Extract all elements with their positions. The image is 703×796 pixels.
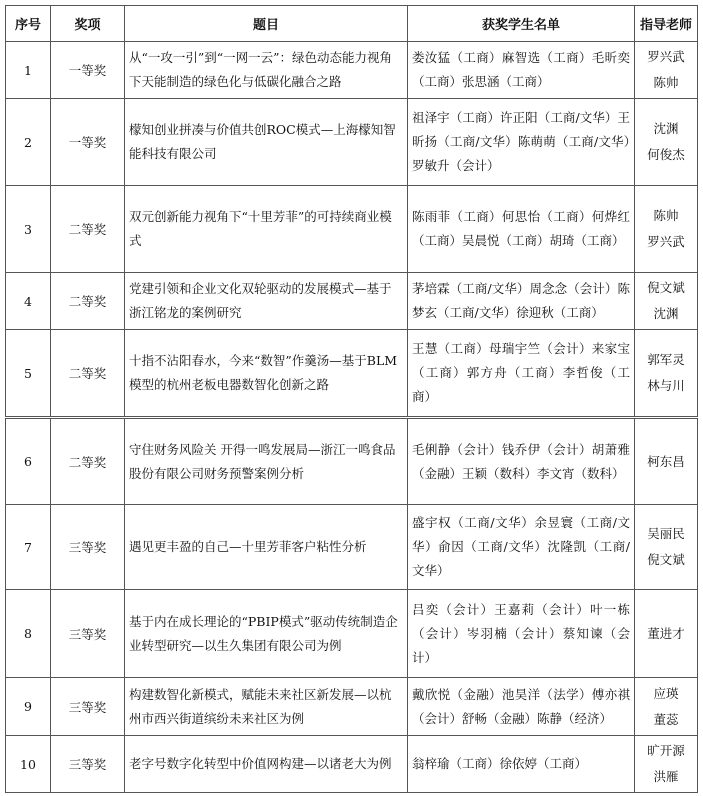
advisor-name: 柯东昌 (647, 453, 685, 469)
row-topic: 守住财务风险关 开得一鸣发展局—浙江一鸣食品股份有限公司财务预警案例分析 (125, 419, 408, 505)
advisor-name: 林与川 (647, 378, 685, 393)
table-row (6, 330, 698, 417)
table-row (6, 273, 698, 330)
advisor-name: 洪雁 (653, 769, 679, 784)
row-students: 戴欣悦（金融）池昊洋（法学）傅亦祺（会计）舒畅（金融）陈静（经济） (408, 678, 635, 736)
advisor-name: 何俊杰 (647, 147, 685, 162)
advisor-name: 陈帅 (653, 208, 679, 223)
row-students: 吕奕（会计）王嘉莉（会计）叶一栋（会计）岑羽楠（会计）蔡知谏（会计） (408, 590, 635, 678)
row-topic: 基于内在成长理论的“PBIP模式”驱动传统制造企业转型研究—以生久集团有限公司为例 (125, 590, 408, 678)
row-award: 三等奖 (51, 736, 125, 793)
row-topic: 檬知创业拼凑与价值共创ROC模式—上海檬知智能科技有限公司 (125, 99, 408, 186)
row-topic: 双元创新能力视角下“十里芳菲”的可持续商业模式 (125, 186, 408, 273)
row-number: 4 (6, 273, 51, 330)
row-students: 娄汝猛（工商）麻智选（工商）毛昕奕（工商）张思涵（工商） (408, 42, 635, 99)
row-advisors (635, 99, 698, 186)
row-advisors (635, 330, 698, 417)
row-topic: 从“一攻一引”到“一网一云”：绿色动态能力视角下天能制造的绿色化与低碳化融合之路 (125, 42, 408, 99)
row-advisors (635, 42, 698, 99)
row-number: 5 (6, 330, 51, 417)
advisor-name: 沈渊 (653, 306, 679, 321)
header-students: 获奖学生名单 (408, 6, 635, 42)
row-number: 1 (6, 42, 51, 99)
row-topic: 构建数智化新模式，赋能未来社区新发展—以杭州市西兴街道缤纷未来社区为例 (125, 678, 408, 736)
row-advisors (635, 505, 698, 590)
row-students: 祖泽宇（工商）许正阳（工商/文华）王昕扬（工商/文华）陈萌萌（工商/文华）罗敏升（会计） (408, 99, 635, 186)
row-students: 茅培霖（工商/文华）周念念（会计）陈梦玄（工商/文华）徐迎秋（工商） (408, 273, 635, 330)
row-award: 二等奖 (51, 330, 125, 417)
row-number: 7 (6, 505, 51, 590)
advisor-name: 郭军灵 (647, 352, 685, 367)
row-topic: 遇见更丰盈的自己—十里芳菲客户粘性分析 (125, 505, 408, 590)
advisor-name: 旷开源 (647, 743, 685, 758)
row-number: 9 (6, 678, 51, 736)
row-award: 三等奖 (51, 678, 125, 736)
row-advisors (635, 186, 698, 273)
advisor-name: 倪文斌 (647, 552, 685, 567)
awards-table-part-2 (5, 418, 698, 793)
advisor-name: 沈渊 (653, 121, 679, 136)
table-row (6, 678, 698, 736)
row-award: 一等奖 (51, 99, 125, 186)
advisor-name: 应瑛 (653, 685, 679, 701)
row-advisors (635, 590, 698, 678)
advisor-name: 董进才 (647, 625, 685, 641)
table-row (6, 42, 698, 99)
advisor-name: 倪文斌 (647, 280, 685, 295)
table-row (6, 186, 698, 273)
advisor-name: 董蕊 (653, 711, 679, 727)
table-row (6, 99, 698, 186)
row-award: 一等奖 (51, 42, 125, 99)
row-students: 王慧（工商）母瑞宇竺（会计）来家宝（工商）郭方舟（工商）李哲俊（工商） (408, 330, 635, 417)
row-award: 三等奖 (51, 590, 125, 678)
table-row (6, 590, 698, 678)
advisor-name: 罗兴武 (647, 234, 685, 249)
row-students: 翁梓瑜（工商）徐依婷（工商） (408, 736, 635, 793)
table-row (6, 505, 698, 590)
table-row (6, 736, 698, 793)
advisor-name: 陈帅 (653, 75, 679, 90)
advisor-name: 罗兴武 (647, 49, 685, 64)
row-students: 盛宇权（工商/文华）余昱寰（工商/文华）俞因（工商/文华）沈隆凯（工商/文华） (408, 505, 635, 590)
header-number: 序号 (6, 6, 51, 42)
row-topic: 老字号数字化转型中价值网构建—以诸老大为例 (125, 736, 408, 793)
row-topic: 十指不沾阳春水，今来“数智”作羹汤—基于BLM模型的杭州老板电器数智化创新之路 (125, 330, 408, 417)
row-award: 二等奖 (51, 273, 125, 330)
row-advisors (635, 736, 698, 793)
advisor-name: 吴丽民 (647, 526, 685, 541)
row-topic: 党建引领和企业文化双轮驱动的发展模式—基于浙江铭龙的案例研究 (125, 273, 408, 330)
row-number: 6 (6, 419, 51, 505)
header-topic: 题目 (125, 6, 408, 42)
awards-table-part-1 (5, 5, 698, 417)
header-award: 奖项 (51, 6, 125, 42)
header-advisors: 指导老师 (635, 6, 698, 42)
row-number: 2 (6, 99, 51, 186)
row-students: 陈雨菲（工商）何思怡（工商）何烨红（工商）吴晨悦（工商）胡琦（工商） (408, 186, 635, 273)
row-number: 8 (6, 590, 51, 678)
row-number: 3 (6, 186, 51, 273)
table-row (6, 419, 698, 505)
row-advisors (635, 419, 698, 505)
table-header-row (6, 6, 698, 42)
row-advisors (635, 678, 698, 736)
row-award: 二等奖 (51, 419, 125, 505)
row-students: 毛俐静（会计）钱乔伊（会计）胡萧雅（金融）王颖（数科）李文宵（数科） (408, 419, 635, 505)
row-award: 三等奖 (51, 505, 125, 590)
row-number: 10 (6, 736, 51, 793)
row-advisors (635, 273, 698, 330)
row-award: 二等奖 (51, 186, 125, 273)
